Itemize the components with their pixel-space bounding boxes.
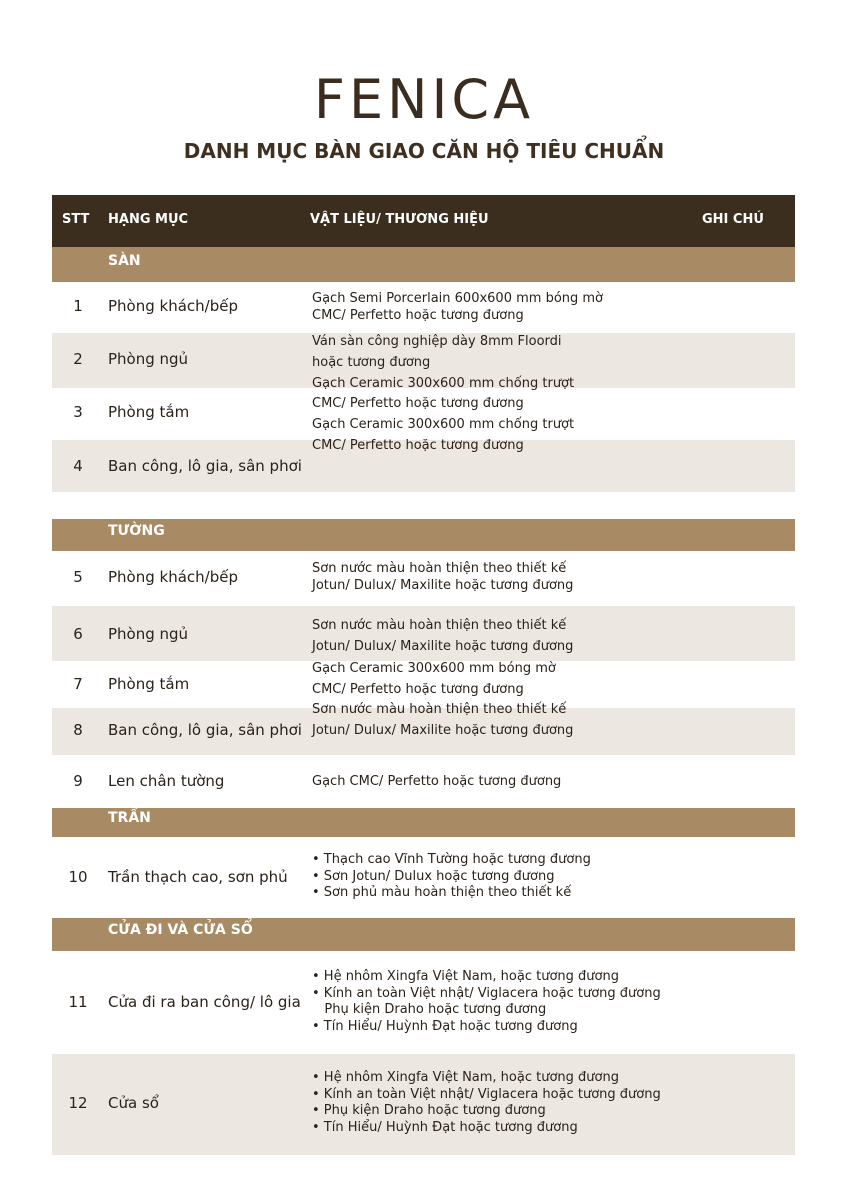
header-note: GHI CHÚ (702, 212, 764, 227)
row-stt: 1 (73, 297, 83, 315)
row-material: • Hệ nhôm Xingfa Việt Nam, hoặc tương đương • Kính an toàn Việt nhật/ Viglacera hoặc tương đương Phụ kiện Draho hoặc tương đương • Tín Hiểu/ Huỳnh Đạt hoặc tương đương (312, 969, 661, 1034)
row-material: Sơn nước màu hoàn thiện theo thiết kế Jotun/ Dulux/ Maxilite hoặc tương đương (312, 561, 574, 593)
section-cua: CỬA ĐI VÀ CỬA SỔ (52, 918, 795, 951)
row-material: Sơn nước màu hoàn thiện theo thiết kế Jotun/ Dulux/ Maxilite hoặc tương đương (312, 702, 574, 738)
table-row (52, 440, 795, 492)
row-material: CMC/ Perfetto hoặc tương đương Gạch Ceramic 300x600 mm chống trượt (312, 396, 575, 432)
row-material: Gạch Semi Porcerlain 600x600 mm bóng mờ CMC/ Perfetto hoặc tương đương (312, 291, 604, 323)
table-row (52, 551, 795, 606)
table-header (52, 195, 795, 247)
section-tuong: TƯỜNG (52, 519, 795, 551)
row-item: Phòng tắm (108, 675, 190, 693)
header-material: VẬT LIỆU/ THƯƠNG HIỆU (310, 212, 489, 227)
row-item: Cửa sổ (108, 1094, 159, 1112)
table-row (52, 388, 795, 440)
row-stt: 2 (73, 350, 83, 368)
header-item: HẠNG MỤC (108, 212, 189, 227)
table-row (52, 606, 795, 661)
table-row (52, 1054, 795, 1155)
table-row (52, 951, 795, 1054)
row-item: Cửa đi ra ban công/ lô gia (108, 993, 301, 1011)
row-item: Ban công, lô gia, sân phơi (108, 457, 302, 475)
row-stt: 12 (68, 1094, 88, 1112)
table-row (52, 333, 795, 391)
row-stt: 5 (73, 568, 83, 586)
row-stt: 10 (68, 868, 88, 886)
row-item: Phòng khách/bếp (108, 568, 238, 586)
row-item: Phòng tắm (108, 403, 190, 421)
row-stt: 3 (73, 403, 83, 421)
row-stt: 8 (73, 721, 83, 739)
row-material: • Thạch cao Vĩnh Tường hoặc tương đương • Sơn Jotun/ Dulux hoặc tương đương • Sơn phủ màu hoàn thiện theo thiết kế (312, 852, 591, 900)
row-material: • Hệ nhôm Xingfa Việt Nam, hoặc tương đương • Kính an toàn Việt nhật/ Viglacera hoặc tương đương • Phụ kiện Draho hoặc tương đương • Tín Hiểu/ Huỳnh Đạt hoặc tương đương (312, 1070, 661, 1135)
row-item: Len chân tường (108, 772, 225, 790)
header-stt: STT (62, 212, 90, 227)
page-title: DANH MỤC BÀN GIAO CĂN HỘ TIÊU CHUẨN (183, 139, 665, 163)
row-stt: 11 (68, 993, 88, 1011)
row-stt: 7 (73, 675, 83, 693)
section-san: SÀN (52, 247, 795, 282)
row-material: Gạch Ceramic 300x600 mm bóng mờ CMC/ Perfetto hoặc tương đương (312, 661, 556, 697)
table-row (52, 755, 795, 808)
row-item: Phòng khách/bếp (108, 297, 238, 315)
row-material: Ván sàn công nghiệp dày 8mm Floordi hoặc tương đương Gạch Ceramic 300x600 mm chống trượt (312, 334, 575, 391)
table-row (52, 837, 795, 918)
row-material: CMC/ Perfetto hoặc tương đương (312, 438, 524, 453)
table-row (52, 282, 795, 333)
section-tran: TRẦN (52, 808, 795, 837)
brand-logo: FENICA (313, 68, 535, 131)
table-row (52, 702, 795, 755)
row-item: Trần thạch cao, sơn phủ (108, 868, 288, 886)
row-stt: 9 (73, 772, 83, 790)
row-stt: 6 (73, 625, 83, 643)
row-item: Phòng ngủ (108, 625, 189, 643)
row-material: Sơn nước màu hoàn thiện theo thiết kế Jotun/ Dulux/ Maxilite hoặc tương đương (312, 618, 574, 654)
row-item: Phòng ngủ (108, 350, 189, 368)
row-item: Ban công, lô gia, sân phơi (108, 721, 302, 739)
handover-table (52, 195, 795, 1155)
row-material: Gạch CMC/ Perfetto hoặc tương đương (312, 774, 562, 789)
row-stt: 4 (73, 457, 83, 475)
